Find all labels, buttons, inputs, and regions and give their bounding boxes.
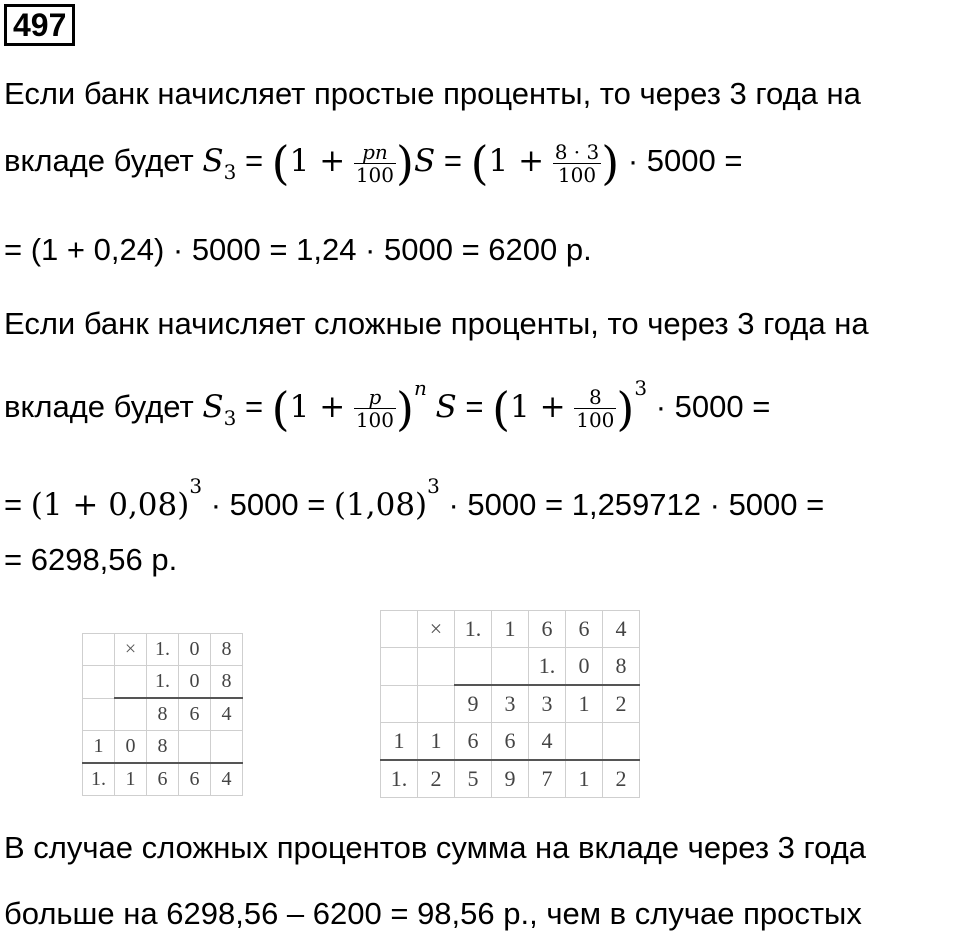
simple-intro: Если банк начисляет простые проценты, то через 3 года на xyxy=(4,76,861,111)
calc-expr-1: (1 + 0,08) xyxy=(30,487,190,523)
right-paren: ) xyxy=(601,136,620,190)
formula-tail: · 5000 = xyxy=(627,143,743,179)
conclusion-line-1: В случае сложных процентов сумма на вкладе через 3 года xyxy=(4,830,867,865)
calc-exp-1: 3 xyxy=(189,474,203,498)
one-plus: 1 + xyxy=(289,143,346,180)
table-row: 1. 2 5 9 7 1 2 xyxy=(381,760,640,798)
table-row: 1 1 6 6 4 xyxy=(381,723,640,761)
fraction-p-100: $\frac{p}{100}$ xyxy=(355,385,394,433)
exponent-n: n xyxy=(413,376,427,400)
equals-sign: = xyxy=(443,143,462,179)
compound-formula xyxy=(4,376,771,436)
s-symbol-after: S xyxy=(435,389,457,425)
compound-result: = 6298,56 р. xyxy=(4,542,178,577)
calc-exp-2: 3 xyxy=(427,474,440,498)
calc-part-c: · 5000 = 1,259712 · 5000 = xyxy=(439,487,825,522)
equals-sign: = xyxy=(244,389,264,424)
table-row: 9 3 3 1 2 xyxy=(381,685,640,723)
formula-tail: · 5000 = xyxy=(655,389,771,424)
table-row: 1 0 8 xyxy=(83,731,243,764)
compound-intro: Если банк начисляет сложные проценты, то через 3 года на xyxy=(4,306,869,341)
calc-expr-2: (1,08) xyxy=(333,487,428,523)
problem-number: 497 xyxy=(4,4,75,46)
simple-formula-prefix: вкладе будет xyxy=(4,143,194,179)
left-paren: ( xyxy=(492,381,511,436)
exponent-3: 3 xyxy=(634,376,648,400)
left-paren: ( xyxy=(470,136,489,190)
table-row: × 1. 0 8 xyxy=(83,634,243,666)
compound-calc-line xyxy=(4,474,824,523)
s-symbol: S xyxy=(202,143,224,180)
right-paren: ) xyxy=(396,381,414,436)
table-row: 1. 0 8 xyxy=(83,666,243,699)
table-row: 1. 0 8 xyxy=(381,648,640,686)
fraction-pn-100: $\frac{pn}{100}$ xyxy=(355,139,394,187)
left-paren: ( xyxy=(271,381,290,436)
table-row: 8 6 4 xyxy=(83,698,243,731)
one-plus: 1 + xyxy=(289,389,346,425)
fraction-8x3-100: $\frac{8 \cdot 3}{100}$ xyxy=(554,139,600,187)
compound-formula-prefix: вкладе будет xyxy=(4,389,194,424)
right-paren: ) xyxy=(616,381,635,436)
equals-sign: = xyxy=(465,389,484,424)
table-row: 1. 1 6 6 4 xyxy=(83,763,243,796)
multiplication-table-2 xyxy=(380,610,640,798)
right-paren: ) xyxy=(396,136,414,190)
s-subscript: 3 xyxy=(223,160,237,185)
left-paren: ( xyxy=(271,136,290,190)
simple-result: = (1 + 0,24) · 5000 = 1,24 · 5000 = 6200 р. xyxy=(4,232,592,267)
multiplication-table-1 xyxy=(82,633,243,796)
s-symbol-after: S xyxy=(413,143,436,180)
simple-formula xyxy=(4,136,743,190)
conclusion-line-2: больше на 6298,56 – 6200 = 98,56 р., чем в случае простых xyxy=(4,896,862,931)
one-plus: 1 + xyxy=(488,143,545,180)
s-subscript: 3 xyxy=(223,406,237,430)
s-symbol: S xyxy=(202,389,224,425)
table-row: × 1. 1 6 6 4 xyxy=(381,611,640,648)
one-plus: 1 + xyxy=(510,389,566,425)
equals-sign: = xyxy=(244,143,264,179)
calc-equals: = xyxy=(4,487,31,522)
calc-part-b: · 5000 = xyxy=(202,487,334,522)
fraction-8-100: $\frac{8}{100}$ xyxy=(576,385,615,433)
